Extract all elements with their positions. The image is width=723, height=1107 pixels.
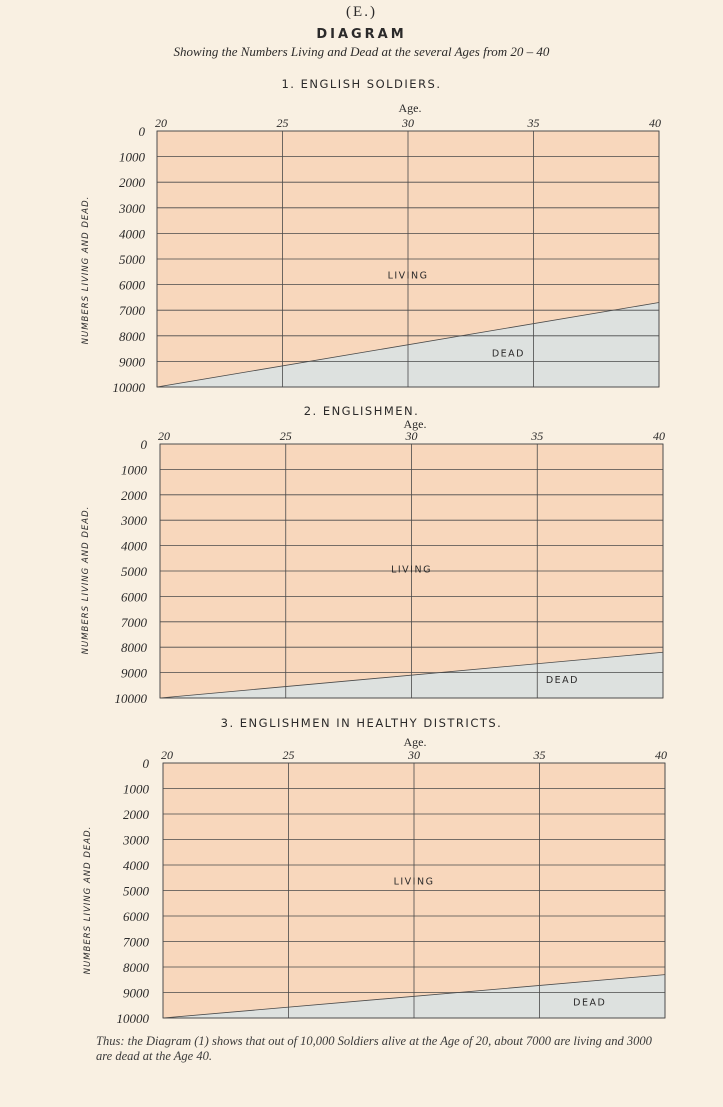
y-axis-title: NUMBERS LIVING AND DEAD. <box>81 505 91 655</box>
diagram-subtitle: Showing the Numbers Living and Dead at the several Ages from 20 – 40 <box>173 44 550 59</box>
plate-label: (E.) <box>346 4 377 20</box>
y-tick-label: 6000 <box>123 909 149 924</box>
chart-3-xlabel: Age. <box>403 735 427 749</box>
x-tick-label: 30 <box>405 429 418 443</box>
y-tick-label: 6000 <box>121 589 147 605</box>
living-label: LIVING <box>391 564 432 576</box>
y-tick-label: 0 <box>142 756 149 771</box>
x-tick-label: 35 <box>533 748 546 762</box>
y-tick-label: 8000 <box>119 328 145 344</box>
chart-3-title: 3. ENGLISHMEN IN HEALTHY DISTRICTS. <box>220 716 503 730</box>
y-tick-label: 3000 <box>121 513 147 529</box>
y-tick-label: 1000 <box>121 462 147 478</box>
y-tick-label: 7000 <box>121 614 147 630</box>
dead-label: DEAD <box>491 348 525 360</box>
dead-label: DEAD <box>545 675 579 687</box>
y-tick-label: 10000 <box>116 1011 149 1026</box>
y-tick-label: 2000 <box>119 175 145 191</box>
y-tick-label: 0 <box>140 437 147 452</box>
x-tick-label: 25 <box>276 116 289 130</box>
y-tick-label: 0 <box>138 124 145 139</box>
y-tick-label: 5000 <box>119 252 145 267</box>
y-axis-title: NUMBERS LIVING AND DEAD. <box>81 195 91 345</box>
x-tick-label: 25 <box>279 429 292 443</box>
y-tick-label: 1000 <box>123 781 149 797</box>
explanatory-note: Thus: the Diagram (1) shows that out of 10,000 Soldiers alive at the Age of 20, about 7000 are living and 3000 are dead at the Age 40. <box>96 1034 652 1063</box>
y-tick-label: 9000 <box>119 354 145 370</box>
living-label: LIVING <box>393 876 435 888</box>
x-tick-label: 35 <box>531 429 544 443</box>
y-tick-label: 10000 <box>114 691 147 706</box>
x-tick-label: 35 <box>527 116 540 130</box>
x-tick-label: 40 <box>653 429 665 443</box>
y-tick-label: 1000 <box>119 149 145 165</box>
x-tick-label: 40 <box>649 116 661 130</box>
y-tick-label: 3000 <box>123 832 149 848</box>
living-label: LIVING <box>387 270 429 282</box>
y-tick-label: 10000 <box>112 380 145 395</box>
x-tick-label: 40 <box>655 748 667 762</box>
x-tick-label: 20 <box>155 116 167 130</box>
chart-2-title: 2. ENGLISHMEN. <box>303 404 420 418</box>
chart-1-xlabel: Age. <box>398 101 422 115</box>
y-tick-label: 5000 <box>121 564 147 579</box>
x-tick-label: 20 <box>161 748 173 762</box>
y-tick-label: 7000 <box>123 934 149 950</box>
x-tick-label: 30 <box>402 116 414 130</box>
y-axis-title: NUMBERS LIVING AND DEAD. <box>83 825 93 975</box>
y-tick-label: 9000 <box>123 985 149 1001</box>
y-tick-label: 4000 <box>121 538 147 554</box>
chart-2-xlabel: Age. <box>403 417 427 431</box>
y-tick-label: 8000 <box>123 960 149 975</box>
y-tick-label: 3000 <box>119 200 145 216</box>
y-tick-label: 4000 <box>123 858 149 873</box>
y-tick-label: 2000 <box>121 487 147 503</box>
y-tick-label: 8000 <box>121 640 147 656</box>
dead-label: DEAD <box>573 997 607 1009</box>
y-tick-label: 4000 <box>119 226 145 242</box>
x-tick-label: 25 <box>282 748 295 762</box>
y-tick-label: 2000 <box>123 807 149 822</box>
x-tick-label: 20 <box>158 429 170 443</box>
y-tick-label: 9000 <box>121 665 147 681</box>
y-tick-label: 5000 <box>123 883 149 899</box>
y-tick-label: 6000 <box>119 277 145 293</box>
chart-1-title: 1. ENGLISH SOLDIERS. <box>281 77 442 91</box>
x-tick-label: 30 <box>408 748 420 762</box>
diagram-title: DIAGRAM <box>316 27 407 42</box>
y-tick-label: 7000 <box>119 303 145 319</box>
